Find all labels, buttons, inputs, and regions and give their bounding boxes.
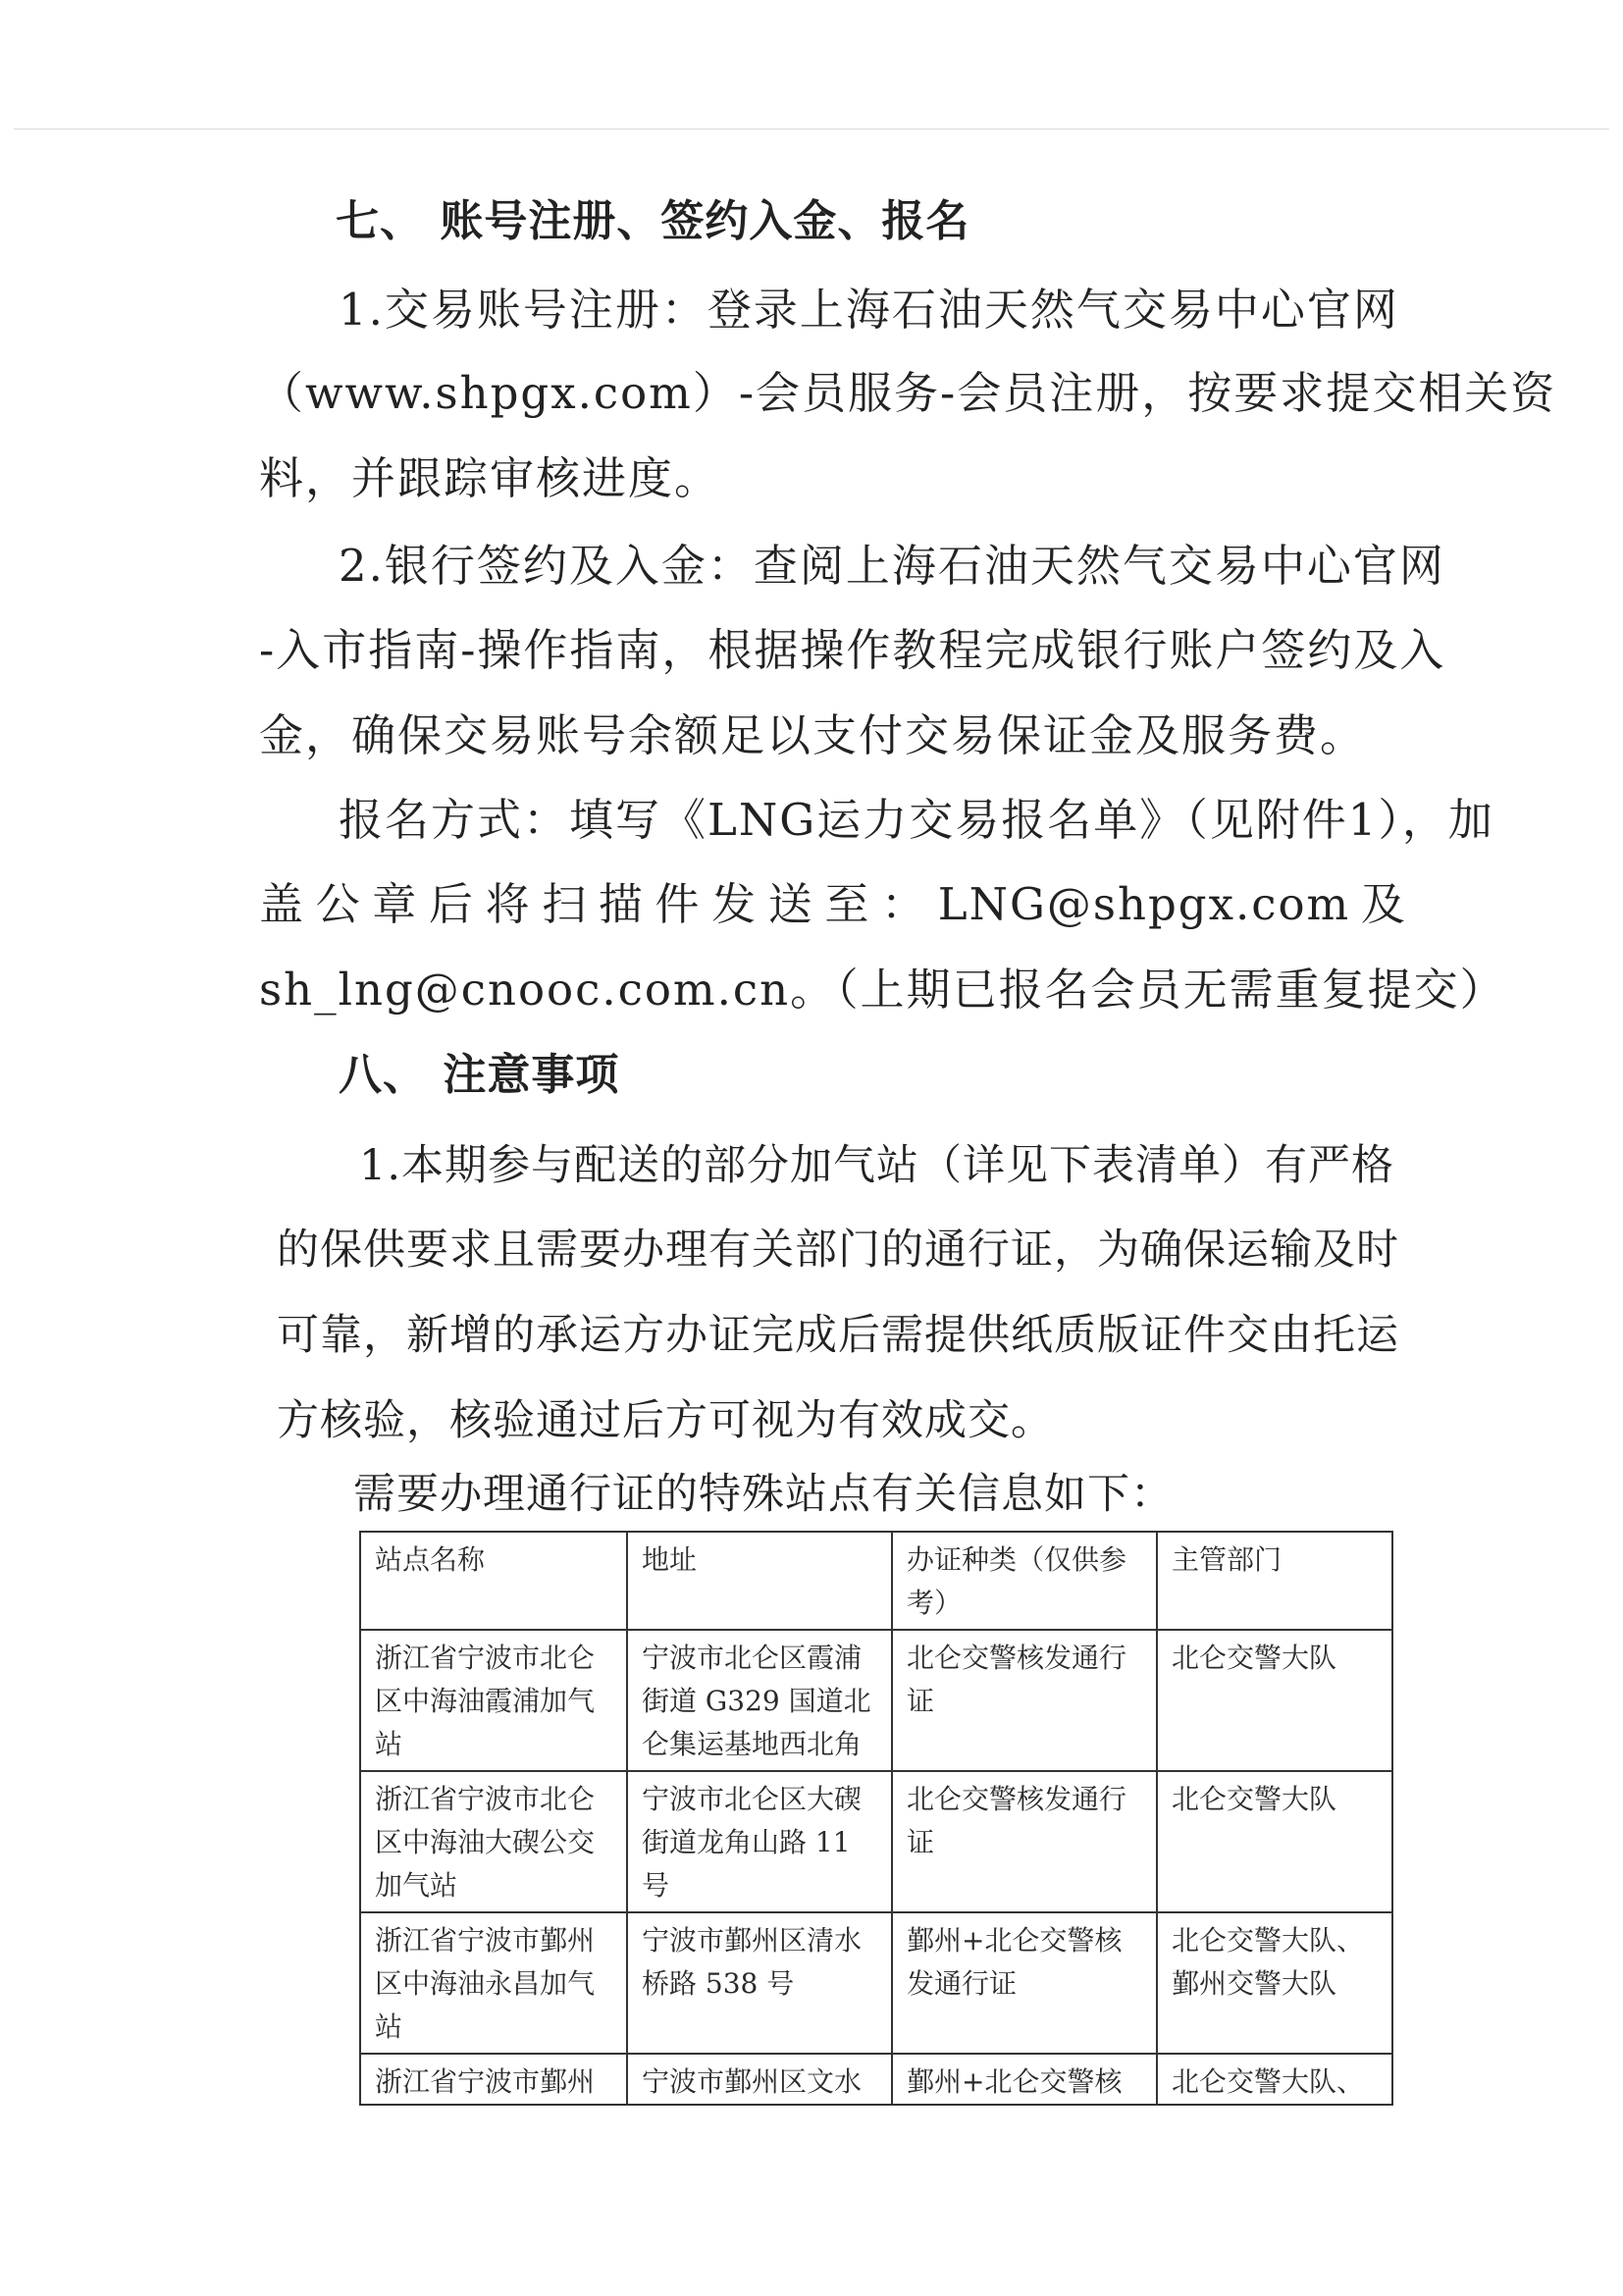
table-header-cell: 地址 [627, 1532, 892, 1630]
table-cell-text: 浙江省宁波市鄞州 [375, 2065, 596, 2098]
section-7-para-1-line-3: 料，并跟踪审核进度。 [259, 452, 721, 504]
table-cell [627, 2054, 892, 2105]
table-row [360, 1630, 1392, 1771]
section-7-para-2-line-1: 2.银行签约及入金：查阅上海石油天然气交易中心官网 [339, 540, 1445, 592]
text-char: 将 [485, 878, 532, 930]
section-7-para-1-line-1: 1.交易账号注册：登录上海石油天然气交易中心官网 [339, 284, 1399, 336]
table-header-cell: 主管部门 [1157, 1532, 1392, 1630]
section-7-heading: 七、 账号注册、签约入金、报名 [336, 196, 970, 246]
table-cell: 宁波市北仑区大碶街道龙角山路 11 号 [627, 1771, 892, 1912]
table-header-cell: 办证种类（仅供参考） [892, 1532, 1157, 1630]
text-char: 发 [711, 878, 759, 930]
table-cell-text: 鄞州+北仑交警核 [907, 2065, 1123, 2098]
table-cell: 北仑交警大队、鄞州交警大队 [1157, 1912, 1392, 2054]
text-char: 章 [372, 878, 419, 930]
table-row [360, 2054, 1392, 2105]
text-char: 扫 [542, 878, 589, 930]
text-char: 后 [428, 878, 475, 930]
table-header-cell: 站点名称 [360, 1532, 627, 1630]
table-intro: 需要办理通行证的特殊站点有关信息如下： [353, 1470, 1174, 1519]
section-8-para-1-line-2: 的保供要求且需要办理有关部门的通行证，为确保运输及时 [277, 1226, 1399, 1275]
section-7-para-1-line-2: （www.shpgx.com）-会员服务-会员注册，按要求提交相关资 [259, 367, 1557, 419]
stations-table [359, 1531, 1393, 2106]
table-cell: 宁波市北仑区霞浦街道 G329 国道北仑集运基地西北角 [627, 1630, 892, 1771]
text-char: 描 [598, 878, 645, 930]
section-8-para-1-line-1: 1.本期参与配送的部分加气站（详见下表清单）有严格 [359, 1141, 1395, 1190]
section-8-para-1-line-4: 方核验，核验通过后方可视为有效成交。 [277, 1396, 1054, 1445]
email-address: LNG@shpgx.com [937, 878, 1351, 930]
text-char: 及 [1360, 878, 1407, 930]
table-cell: 北仑交警核发通行证 [892, 1771, 1157, 1912]
table-cell: 鄞州+北仑交警核发通行证 [892, 1912, 1157, 2054]
section-7-para-2-line-3: 金，确保交易账号余额足以支付交易保证金及服务费。 [259, 709, 1367, 761]
table-cell: 浙江省宁波市鄞州区中海油永昌加气站 [360, 1912, 627, 2054]
text-char: 至 [824, 878, 871, 930]
text-char: 送 [767, 878, 814, 930]
table-cell [1157, 2054, 1392, 2105]
section-8-heading: 八、 注意事项 [339, 1050, 620, 1100]
section-7-para-3-line-2 [259, 875, 1407, 934]
text-char: 公 [315, 878, 362, 930]
text-char: ： [881, 878, 928, 930]
section-7-para-3-line-3: sh_lng@cnooc.com.cn。（上期已报名会员无需重复提交） [259, 964, 1506, 1016]
table-row [360, 1771, 1392, 1912]
table-cell: 宁波市鄞州区清水桥路 538 号 [627, 1912, 892, 2054]
section-7-para-2-line-2: -入市指南-操作指南，根据操作教程完成银行账户签约及入 [259, 624, 1446, 676]
table-cell: 北仑交警大队 [1157, 1630, 1392, 1771]
table-cell [892, 2054, 1157, 2105]
table-cell-text: 北仑交警大队、 [1172, 2065, 1365, 2098]
table-cell [360, 2054, 627, 2105]
table-cell: 北仑交警核发通行证 [892, 1630, 1157, 1771]
table-header-row [360, 1532, 1392, 1630]
table-cell: 浙江省宁波市北仑区中海油大碶公交加气站 [360, 1771, 627, 1912]
text-char: 盖 [259, 878, 306, 930]
table-cell: 北仑交警大队 [1157, 1771, 1392, 1912]
text-char: 件 [654, 878, 702, 930]
table-cell: 浙江省宁波市北仑区中海油霞浦加气站 [360, 1630, 627, 1771]
table-cell-text: 宁波市鄞州区文水 [642, 2065, 863, 2098]
section-7-para-3-line-1: 报名方式：填写《LNG运力交易报名单》（见附件1），加 [339, 794, 1494, 846]
table-row [360, 1912, 1392, 2054]
section-8-para-1-line-3: 可靠，新增的承运方办证完成后需提供纸质版证件交由托运 [277, 1311, 1399, 1360]
